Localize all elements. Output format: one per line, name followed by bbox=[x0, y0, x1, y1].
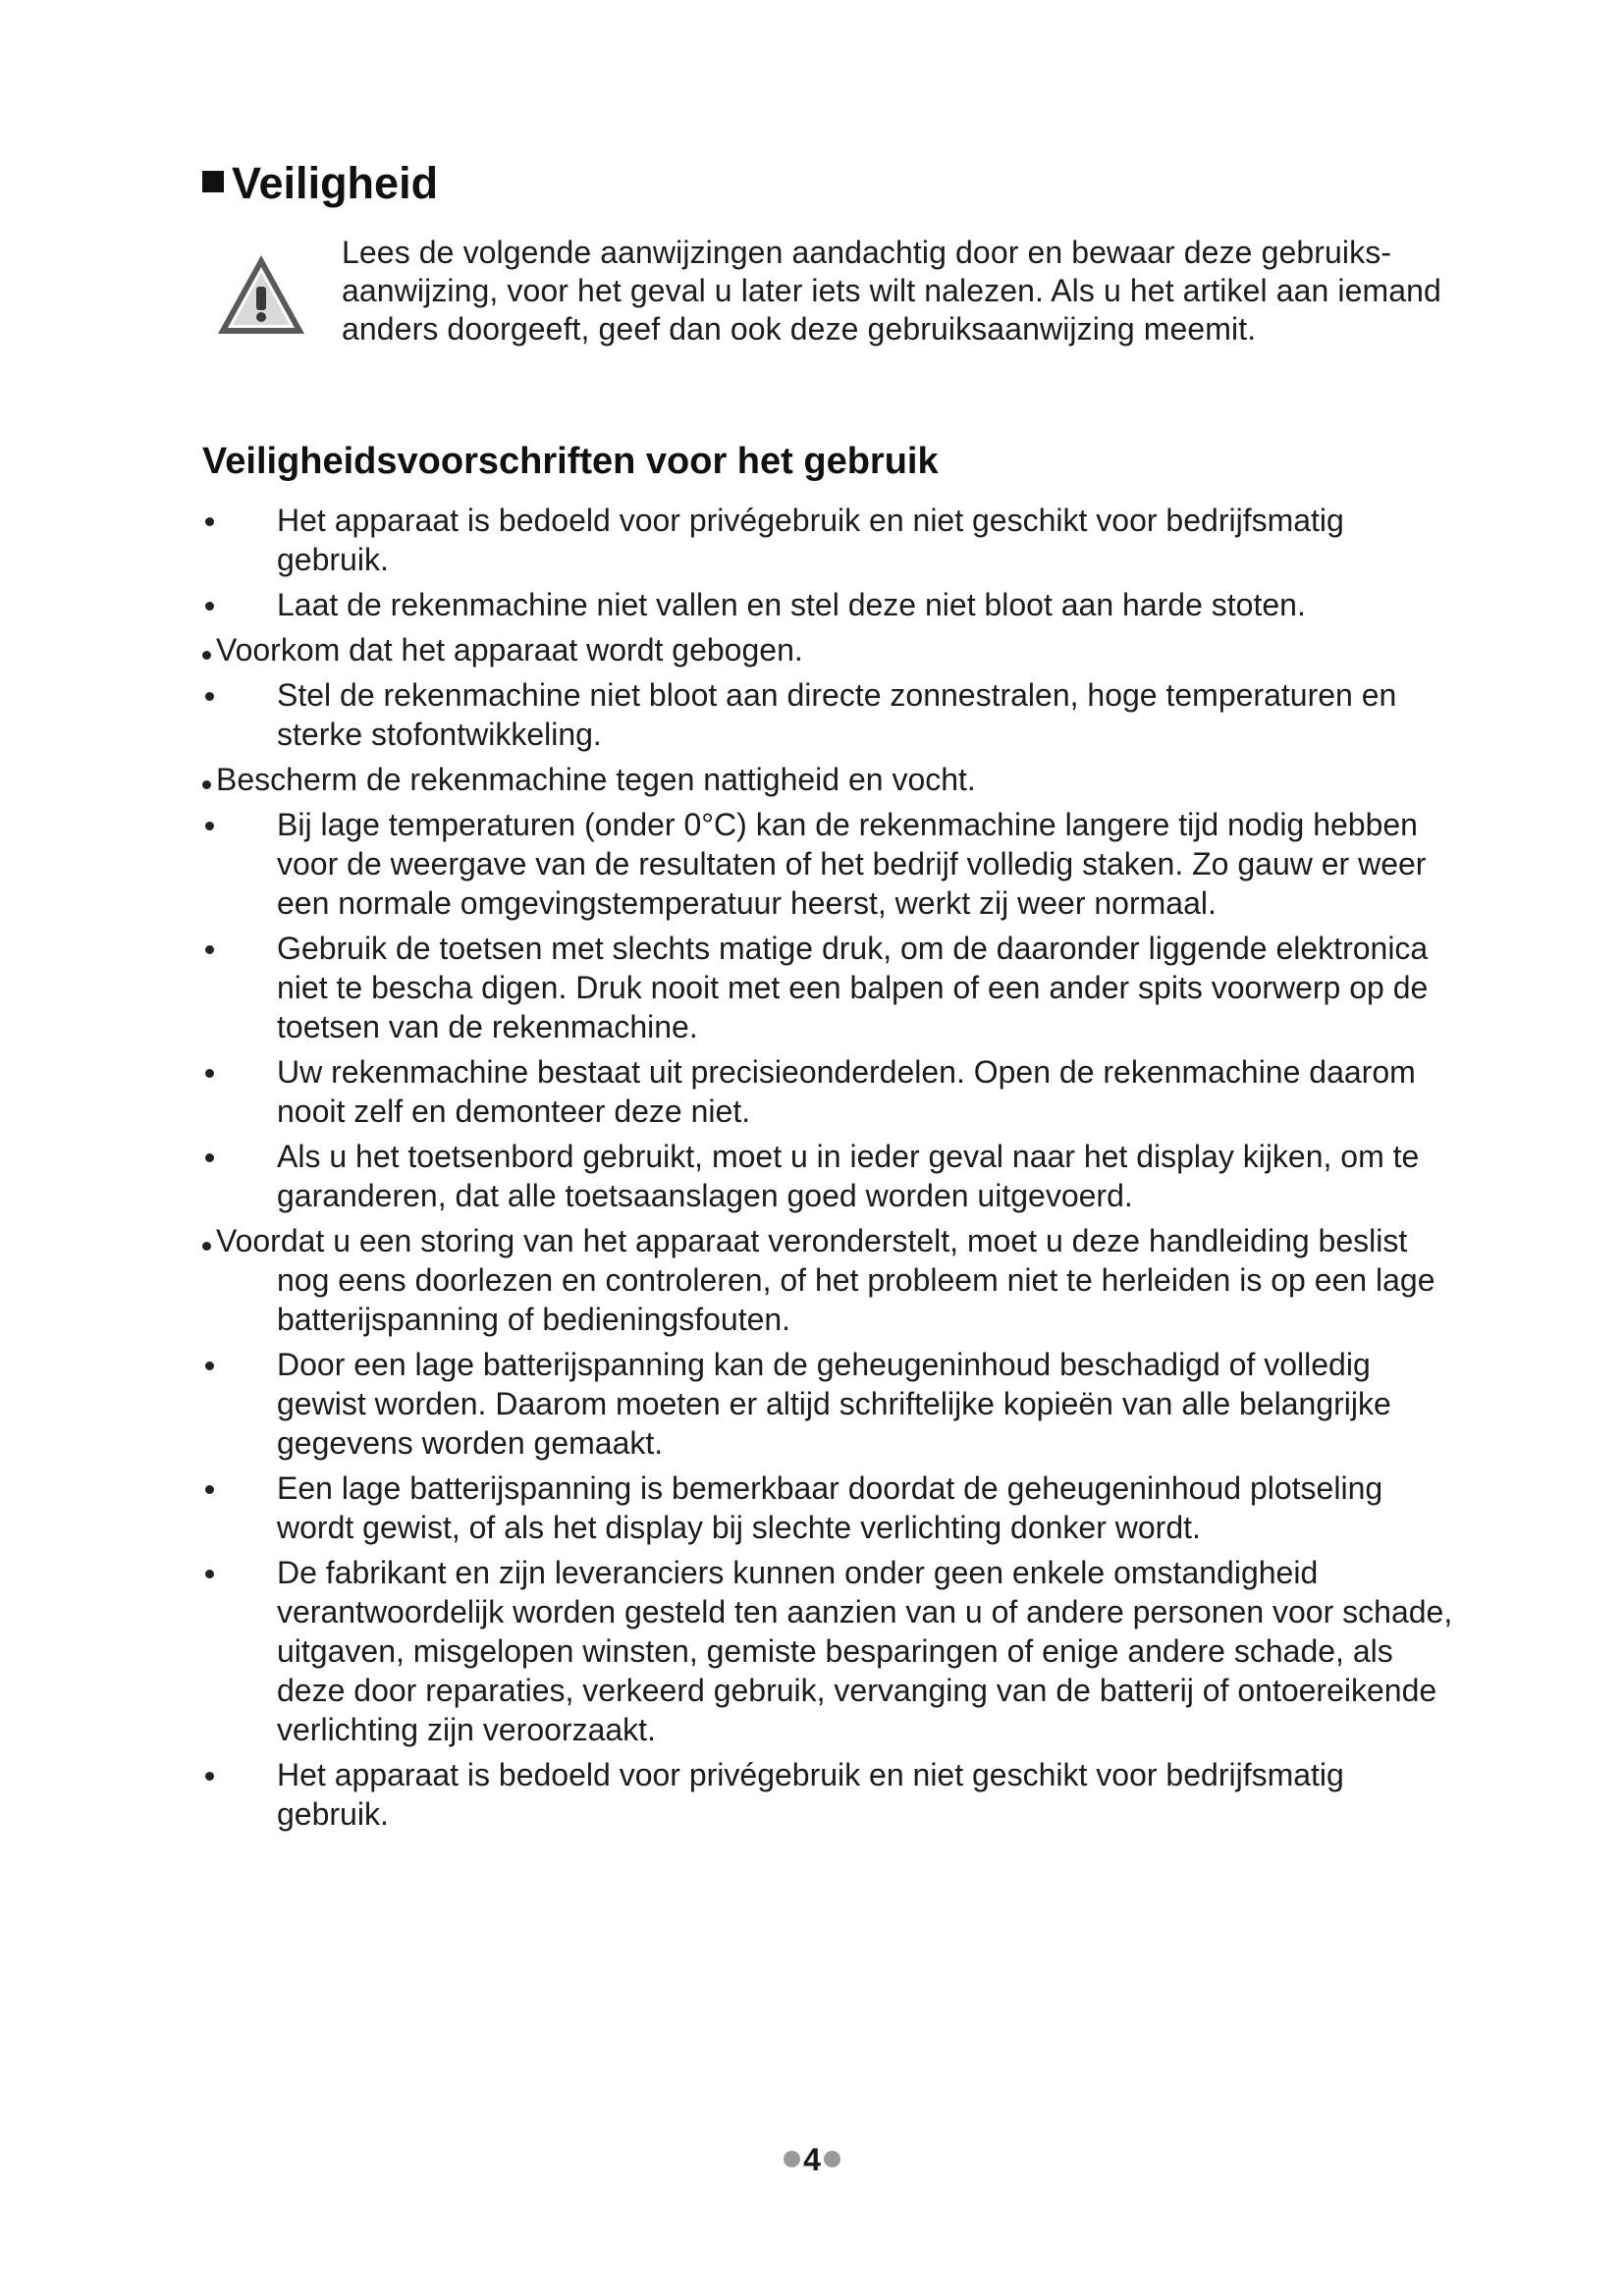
rule-item bbox=[202, 1345, 1459, 1463]
rule-item bbox=[202, 675, 1459, 754]
bullet-icon bbox=[205, 1570, 214, 1578]
rule-text: Voordat u een storing van het apparaat veronderstelt, moet u deze handleiding beslist nog eens doorlezen en controleren, of het probleem niet te herleiden is op een lage batterijspanning of bedieningsfouten. bbox=[216, 1223, 1435, 1337]
rule-text: Bij lage temperaturen (onder 0°C) kan de rekenmachine langere tijd nodig hebben voor de weergave van de resultaten of het bedrijf volledig staken. Zo gauw er weer een normale omgevingstemperatuur heerst, werkt zij weer normaal. bbox=[277, 807, 1427, 921]
rule-text: Door een lage batterijspanning kan de geheugeninhoud beschadigd of volledig gewist worden. Daarom moeten er altijd schriftelijke kopieën van alle belangrijke gegevens worden gemaakt. bbox=[277, 1347, 1391, 1461]
rule-item bbox=[202, 1221, 1459, 1339]
page-number-dot-icon bbox=[784, 2151, 800, 2167]
safety-rules-list bbox=[202, 501, 1459, 1840]
rule-item bbox=[202, 805, 1459, 923]
rule-text: Als u het toetsenbord gebruikt, moet u in ieder geval naar het display kijken, om te garanderen, dat alle toetsaanslagen goed worden uitgevoerd. bbox=[277, 1139, 1420, 1213]
bullet-icon bbox=[205, 1772, 214, 1781]
intro-paragraph: Lees de volgende aanwijzingen aandachtig door en bewaar deze gebruiks-aanwijzing, voor het geval u later iets wilt nalezen. Als u het artikel aan iemand anders doorgeeft, geef dan ook deze gebruiksaanwijzing meemit. bbox=[342, 235, 1441, 347]
rule-item bbox=[202, 501, 1459, 579]
rule-text: Voorkom dat het apparaat wordt gebogen. bbox=[216, 632, 803, 667]
rule-item bbox=[202, 1468, 1459, 1547]
rule-text: Uw rekenmachine bestaat uit precisieonderdelen. Open de rekenmachine daarom nooit zelf en demonteer deze niet. bbox=[277, 1054, 1416, 1129]
page-number-dot-icon bbox=[824, 2151, 840, 2167]
section-heading: Veiligheidsvoorschriften voor het gebruik bbox=[202, 441, 939, 482]
page-title bbox=[202, 157, 438, 210]
rule-text: Het apparaat is bedoeld voor privégebruik en niet geschikt voor bedrijfsmatig gebruik. bbox=[277, 503, 1344, 577]
rule-item bbox=[202, 929, 1459, 1046]
bullet-icon bbox=[205, 1485, 214, 1494]
bullet-icon bbox=[205, 692, 214, 701]
bullet-icon bbox=[202, 1242, 211, 1251]
rule-item bbox=[202, 585, 1459, 624]
rule-item bbox=[202, 1052, 1459, 1131]
bullet-icon bbox=[205, 945, 214, 954]
page-number-text: 4 bbox=[803, 2142, 821, 2177]
bullet-icon bbox=[205, 822, 214, 830]
bullet-icon bbox=[205, 1069, 214, 1078]
warning-triangle-icon bbox=[214, 251, 308, 338]
bullet-icon bbox=[205, 1362, 214, 1370]
rule-text: Het apparaat is bedoeld voor privégebruik en niet geschikt voor bedrijfsmatig gebruik. bbox=[277, 1757, 1344, 1832]
rule-item bbox=[202, 760, 1459, 799]
bullet-icon bbox=[205, 602, 214, 611]
rule-item bbox=[202, 1553, 1459, 1749]
bullet-icon bbox=[202, 651, 211, 660]
rule-item bbox=[202, 1755, 1459, 1834]
rule-text: Gebruik de toetsen met slechts matige druk, om de daaronder liggende elektronica niet te bescha digen. Druk nooit met een balpen of een ander spits voorwerp op de toetsen van de rekenmachine. bbox=[277, 931, 1429, 1044]
rule-text: Bescherm de rekenmachine tegen nattigheid en vocht. bbox=[216, 762, 976, 797]
rule-text: Stel de rekenmachine niet bloot aan directe zonnestralen, hoge temperaturen en sterke stofontwikkeling. bbox=[277, 677, 1397, 752]
page-title-text: Veiligheid bbox=[232, 158, 439, 208]
title-square-icon bbox=[202, 171, 224, 192]
rule-item bbox=[202, 1137, 1459, 1215]
page-number bbox=[0, 2140, 1624, 2179]
rule-item bbox=[202, 630, 1459, 669]
rule-text: Een lage batterijspanning is bemerkbaar doordat de geheugeninhoud plotseling wordt gewist, of als het display bij slechte verlichting donker wordt. bbox=[277, 1470, 1383, 1545]
rule-text: De fabrikant en zijn leveranciers kunnen onder geen enkele omstandigheid verantwoordelijk worden gesteld ten aanzien van u of andere personen voor schade, uitgaven, misgelopen winsten, gemiste besparingen of enige andere schade, als deze door reparaties, verkeerd gebruik, vervanging van de batterij of ontoereikende verlichting zijn veroorzaakt. bbox=[277, 1555, 1453, 1747]
bullet-icon bbox=[205, 517, 214, 526]
bullet-icon bbox=[202, 780, 211, 789]
rule-text: Laat de rekenmachine niet vallen en stel deze niet bloot aan harde stoten. bbox=[277, 587, 1306, 622]
bullet-icon bbox=[205, 1153, 214, 1162]
